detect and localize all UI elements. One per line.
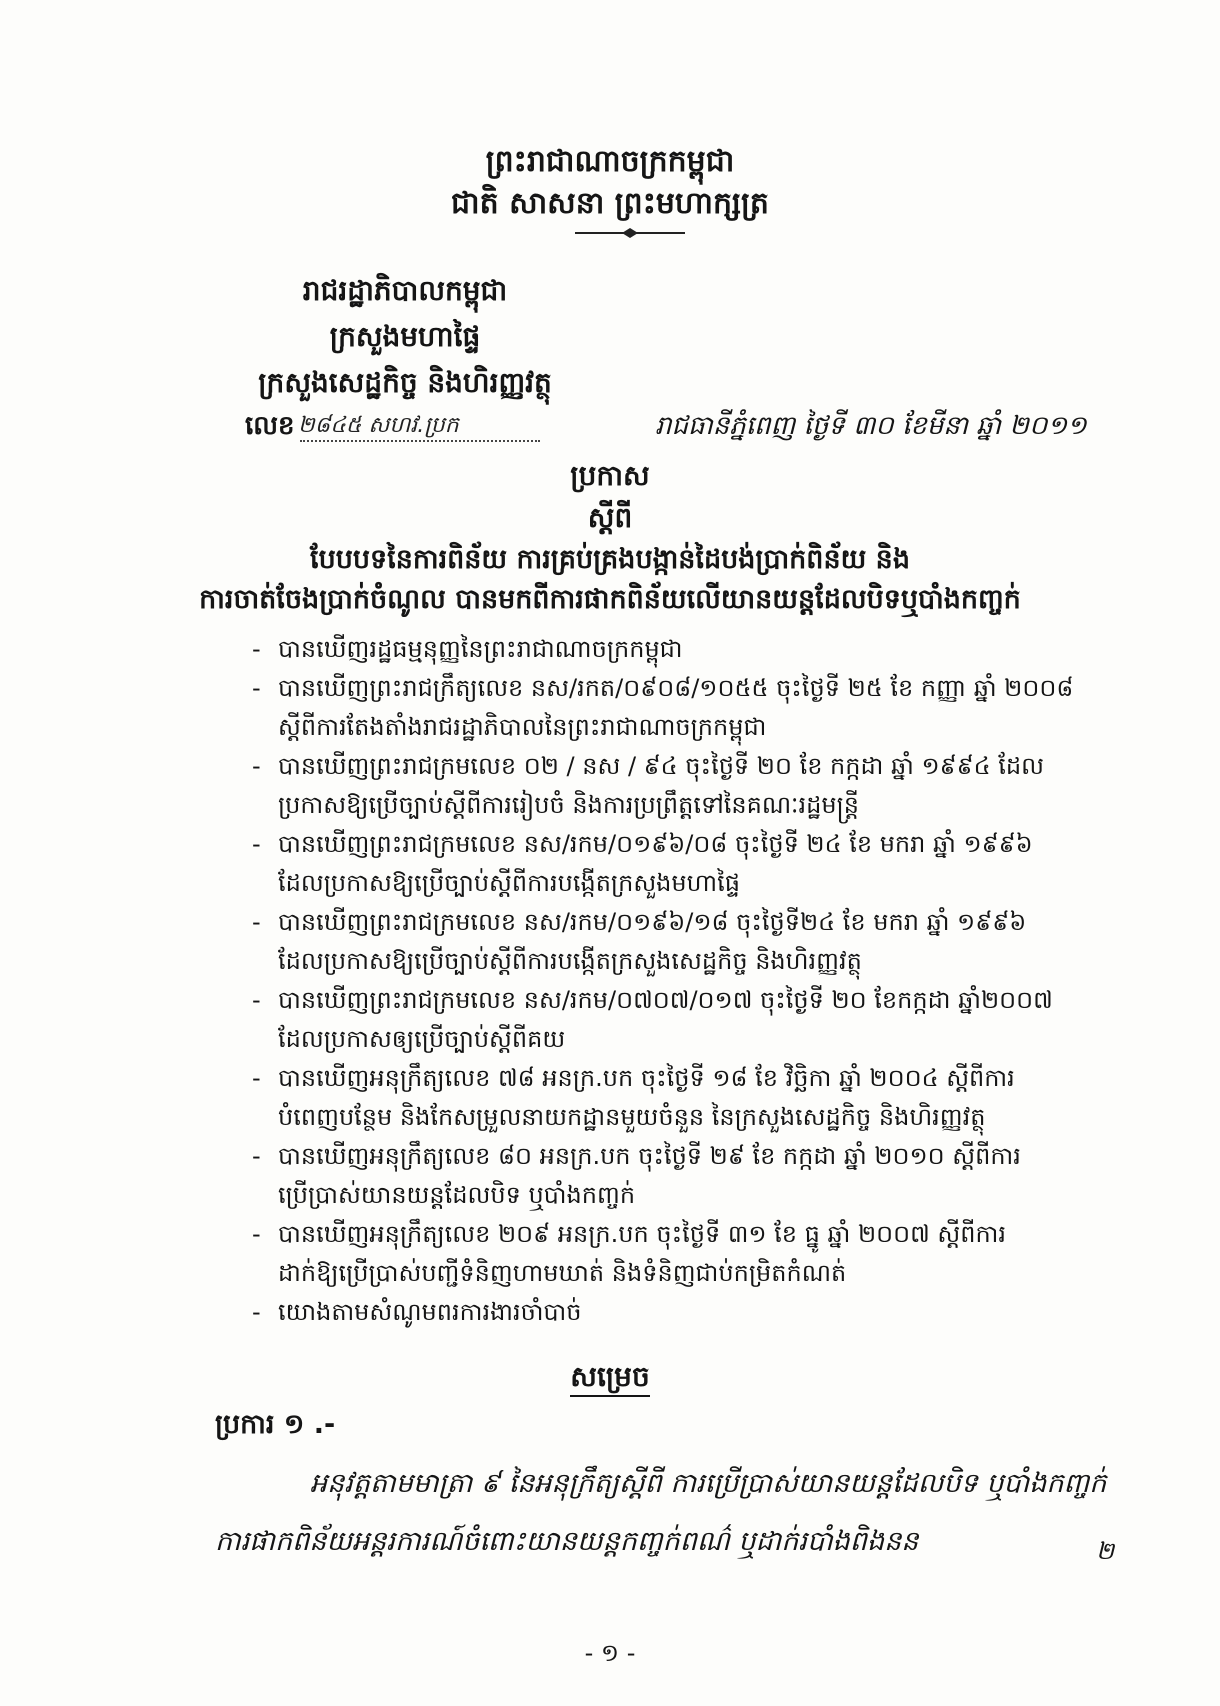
reference-item: - បានឃើញព្រះរាជក្រមលេខ នស/រកម/០៧០៧/០១៧ ចុះថ្ងៃទី ២០ ខែកក្កដា ឆ្នាំ២០០៧ ដែលប្រកាសឲ្យប្រើច្បាប់ស្តីពីគយ [252,981,1132,1059]
document-subject-line1: បែបបទនៃការពិន័យ ការគ្រប់គ្រងបង្កាន់ដៃបង់ប្រាក់ពិន័យ និង [310,544,910,575]
ornament-divider-icon [570,226,690,240]
issuer-ministry-interior: ក្រសួងមហាផ្ទៃ [329,320,481,353]
decision-heading-text: សម្រេច [570,1360,649,1397]
reference-line: បានឃើញព្រះរាជក្រមលេខ នស/រកម/០១៩៦/០៨ ចុះថ្ងៃទី ២៤ ខែ មករា ឆ្នាំ ១៩៩៦ [278,830,1033,858]
reference-item: - យោងតាមសំណូមពរការងារចាំបាច់ [252,1293,1132,1332]
reference-line: បំពេញបន្ថែម និងកែសម្រួលនាយកដ្ឋានមួយចំនួន នៃក្រសួងសេដ្ឋកិច្ច និងហិរញ្ញវត្ថុ [278,1103,986,1131]
reference-line: បានឃើញព្រះរាជក្រមលេខ ០២ / នស / ៩៤ ចុះថ្ងៃទី ២០ ខែ កក្កដា ឆ្នាំ ១៩៩៤ ដែល [278,752,1044,780]
reference-line: បានឃើញព្រះរាជក្រមលេខ នស/រកម/០៧០៧/០១៧ ចុះថ្ងៃទី ២០ ខែកក្កដា ឆ្នាំ២០០៧ [278,986,1053,1014]
reference-line: បានឃើញព្រះរាជក្រមលេខ នស/រកម/០១៩៦/១៨ ចុះថ្ងៃទី២៤ ខែ មករា ឆ្នាំ ១៩៩៦ [278,908,1027,936]
legal-references [252,630,1132,1332]
reference-line: ដែលប្រកាសឱ្យប្រើច្បាប់ស្តីពីការបង្កើតក្រសួងមហាផ្ទៃ [278,869,740,897]
reference-line: ប្រកាសឱ្យប្រើច្បាប់ស្តីពីការរៀបចំ និងការប្រព្រឹត្តទៅនៃគណៈរដ្ឋមន្ត្រី [278,791,859,819]
document-subject-line2: ការចាត់ចែងប្រាក់ចំណូល បានមកពីការផាកពិន័យលើយានយន្តដែលបិទឬបាំងកញ្ចក់ [199,584,1021,615]
reference-item: - បានឃើញព្រះរាជក្រមលេខ ០២ / នស / ៩៤ ចុះថ្ងៃទី ២០ ខែ កក្កដា ឆ្នាំ ១៩៩៤ ដែល ប្រកាសឱ្យប្រើច្បាប់ស្តីពីការរៀបចំ និងការប្រព្រឹត្តទៅនៃគណៈរដ្ឋមន្ត្រី [252,747,1132,825]
article-heading: ប្រការ ១ .- [215,1409,336,1440]
decision-heading [0,1355,1220,1399]
kingdom-heading: ព្រះរាជាណាចក្រកម្ពុជា [485,144,735,179]
reference-line: ដែលប្រកាសឲ្យប្រើច្បាប់ស្តីពីគយ [278,1025,566,1053]
continuation-mark: ២ [1096,1537,1115,1565]
reference-item: - បានឃើញអនុក្រឹត្យលេខ ២០៩ អនក្រ.បក ចុះថ្ងៃទី ៣១ ខែ ធ្នូ ឆ្នាំ ២០០៧ ស្តីពីការ ដាក់ឱ្យប្រើប្រាស់បញ្ជីទំនិញហាមឃាត់ និងទំនិញជាប់កម្រិតកំណត់ [252,1215,1132,1293]
reference-item: - បានឃើញអនុក្រឹត្យលេខ ៧៨ អនក្រ.បក ចុះថ្ងៃទី ១៨ ខែ វិច្ឆិកា ឆ្នាំ ២០០៤ ស្តីពីការ បំពេញបន្ថែម និងកែសម្រួលនាយកដ្ឋានមួយចំនួន នៃក្រសួងសេដ្ឋកិច្ច និងហិរញ្ញវត្ថុ [252,1059,1132,1137]
article-body: អនុវត្តតាមមាត្រា ៩ នៃអនុក្រឹត្យស្តីពី ការប្រើប្រាស់យានយន្តដែលបិទ ឬបាំងកញ្ចក់ ការផាកពិន័យអន្តរការណ៍ចំពោះយានយន្តកញ្ចក់ពណ៌ ឬដាក់របាំងពិងនន [215,1468,1107,1557]
document-about: ស្តីពី [587,501,633,534]
reference-line: បានឃើញអនុក្រឹត្យលេខ ៧៨ អនក្រ.បក ចុះថ្ងៃទី ១៨ ខែ វិច្ឆិកា ឆ្នាំ ២០០៤ ស្តីពីការ [278,1064,1015,1092]
reference-line: ដែលប្រកាសឱ្យប្រើច្បាប់ស្តីពីការបង្កើតក្រសួងសេដ្ឋកិច្ច និងហិរញ្ញវត្ថុ [278,947,862,975]
issuer-government: រាជរដ្ឋាភិបាលកម្ពុជា [302,274,508,307]
reference-line: ប្រើប្រាស់យានយន្តដែលបិទ ឬបាំងកញ្ចក់ [278,1181,636,1209]
reference-number-dotted-line [300,440,540,442]
reference-item: - បានឃើញព្រះរាជក្រមលេខ នស/រកម/០១៩៦/១៨ ចុះថ្ងៃទី២៤ ខែ មករា ឆ្នាំ ១៩៩៦ ដែលប្រកាសឱ្យប្រើច្បាប់ស្តីពីការបង្កើតក្រសួងសេដ្ឋកិច្ច និងហិរញ្ញវត្ថុ [252,903,1132,981]
reference-item: - បានឃើញព្រះរាជក្រឹត្យលេខ នស/រកត/០៩០៨/១០៥៥ ចុះថ្ងៃទី ២៥ ខែ កញ្ញា ឆ្នាំ ២០០៨ ស្តីពីការតែងតាំងរាជរដ្ឋាភិបាលនៃព្រះរាជាណាចក្រកម្ពុជា [252,669,1132,747]
reference-line: បានឃើញរដ្ឋធម្មនុញ្ញនៃព្រះរាជាណាចក្រកម្ពុជា [278,635,683,663]
place-and-date: រាជធានីភ្នំពេញ ថ្ងៃទី ៣០ ខែមីនា ឆ្នាំ ២០១១ [655,411,1087,441]
reference-line: ដាក់ឱ្យប្រើប្រាស់បញ្ជីទំនិញហាមឃាត់ និងទំនិញជាប់កម្រិតកំណត់ [278,1259,847,1287]
reference-line: យោងតាមសំណូមពរការងារចាំបាច់ [278,1298,582,1326]
reference-number-label: លេខ [245,411,295,441]
reference-item: - បានឃើញរដ្ឋធម្មនុញ្ញនៃព្រះរាជាណាចក្រកម្ពុជា [252,630,1132,669]
reference-line: បានឃើញព្រះរាជក្រឹត្យលេខ នស/រកត/០៩០៨/១០៥៥ ចុះថ្ងៃទី ២៥ ខែ កញ្ញា ឆ្នាំ ២០០៨ [278,674,1074,702]
reference-item: - បានឃើញព្រះរាជក្រមលេខ នស/រកម/០១៩៦/០៨ ចុះថ្ងៃទី ២៤ ខែ មករា ឆ្នាំ ១៩៩៦ ដែលប្រកាសឱ្យប្រើច្បាប់ស្តីពីការបង្កើតក្រសួងមហាផ្ទៃ [252,825,1132,903]
reference-number-value: ២៨៤៥ សហវ.ប្រក [298,413,459,438]
reference-line: ស្តីពីការតែងតាំងរាជរដ្ឋាភិបាលនៃព្រះរាជាណាចក្រកម្ពុជា [278,713,767,741]
reference-item: - បានឃើញអនុក្រឹត្យលេខ ៨០ អនក្រ.បក ចុះថ្ងៃទី ២៩ ខែ កក្កដា ឆ្នាំ ២០១០ ស្តីពីការ ប្រើប្រាស់យានយន្តដែលបិទ ឬបាំងកញ្ចក់ [252,1137,1132,1215]
issuer-ministry-economy: ក្រសួងសេដ្ឋកិច្ច និងហិរញ្ញវត្ថុ [258,366,552,399]
national-motto: ជាតិ សាសនា ព្រះមហាក្សត្រ [451,186,769,221]
reference-line: បានឃើញអនុក្រឹត្យលេខ ២០៩ អនក្រ.បក ចុះថ្ងៃទី ៣១ ខែ ធ្នូ ឆ្នាំ ២០០៧ ស្តីពីការ [278,1220,1006,1248]
page-number: - ១ - [584,1639,636,1667]
reference-line: បានឃើញអនុក្រឹត្យលេខ ៨០ អនក្រ.បក ចុះថ្ងៃទី ២៩ ខែ កក្កដា ឆ្នាំ ២០១០ ស្តីពីការ [278,1142,1021,1170]
document-type: ប្រកាស [570,459,650,492]
